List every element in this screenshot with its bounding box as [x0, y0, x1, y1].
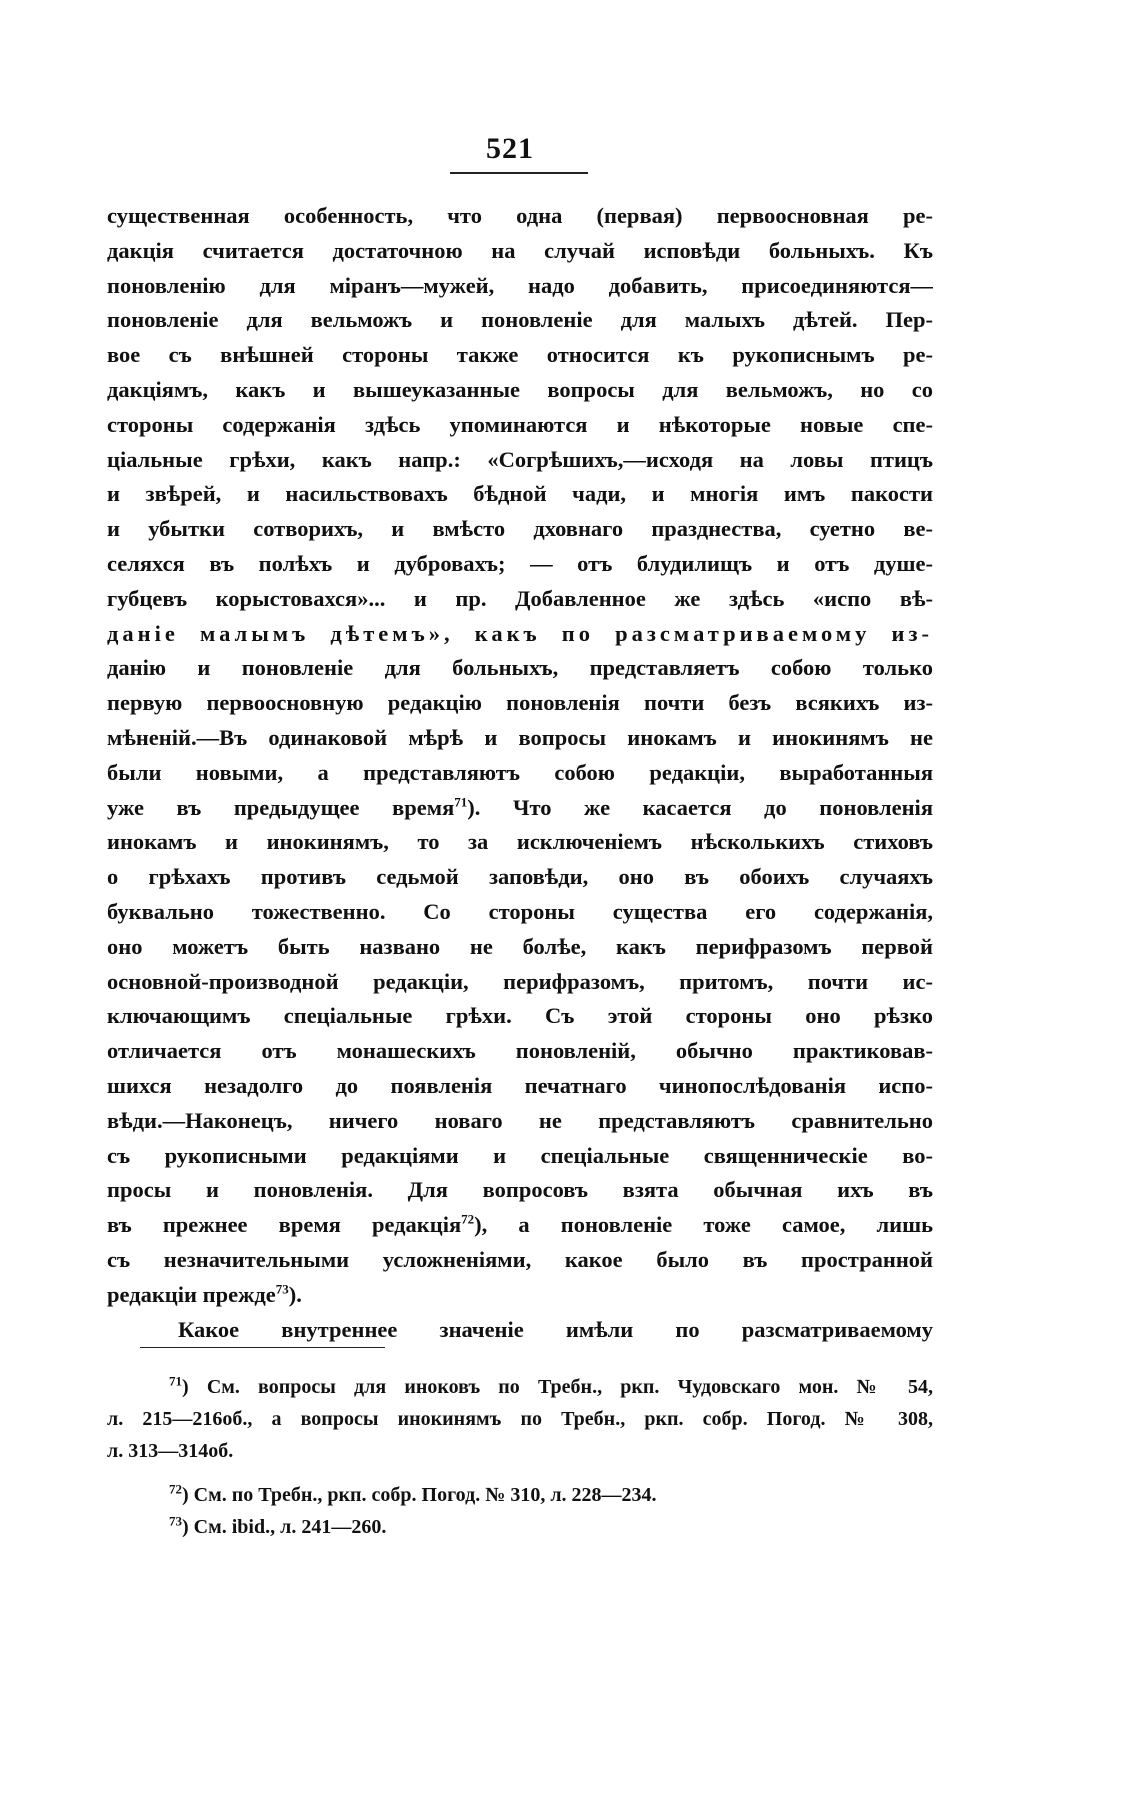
text-line-with-footnote-ref [107, 791, 933, 826]
footnote-marker: 71 [169, 1373, 182, 1389]
text-line: существенная особенность, что одна (первая) первоосновная ре- [107, 203, 933, 228]
text-line: данію и поновленіе для больныхъ, представляетъ собою только [107, 655, 933, 681]
text-line: шихся незадолго до появленія печатнаго чинопослѣдованія испо- [107, 1072, 933, 1098]
text-segment: уже въ предыдущее время [107, 794, 455, 820]
page-number: 521 [486, 132, 534, 165]
footnote-text-line: л. 215—216об., а вопросы инокинямъ по Требн., ркп. собр. Погод. № 308, [107, 1408, 933, 1430]
text-line: поновленію для міранъ—мужей, надо добавить, присоединяются— [107, 272, 933, 298]
text-segment: ), а поновленіе тоже самое, лишь [474, 1212, 933, 1238]
text-line: дакціямъ, какъ и вышеуказанные вопросы для вельможъ, но со [107, 376, 933, 402]
text-line: первую первоосновную редакцію поновленія почти безъ всякихъ из- [107, 690, 933, 716]
text-line: отличается отъ монашескихъ поновленій, обычно практиковав- [107, 1038, 933, 1064]
text-segment: редакціи прежде [107, 1281, 276, 1307]
text-line: губцевъ корыстовахся»... и пр. Добавленное же здѣсь «испо вѣ- [107, 585, 933, 611]
footnote-text: См. вопросы для иноковъ по Требн., ркп. Чудовскаго мон. № 54, [206, 1376, 933, 1398]
text-segment: ). Что же касается до поновленія [467, 794, 933, 820]
footnotes [107, 1371, 933, 1543]
footnote-ref[interactable]: 72 [461, 1211, 475, 1227]
footnote-ref[interactable]: 71 [454, 794, 468, 810]
footnote-73: $^{73}$) См. ibid., л. 241—260. [169, 1513, 387, 1538]
text-line-with-footnote-ref [107, 1208, 933, 1243]
page-number-rule [450, 172, 588, 174]
text-line: стороны содержанія здѣсь упоминаются и нѣкоторые новые спе- [107, 411, 933, 437]
footnote-marker: 72 [169, 1481, 182, 1497]
text-line: дакція считается достаточною на случай исповѣди больныхъ. Къ [107, 237, 933, 263]
text-line: были новыми, а представляютъ собою редакціи, выработанныя [107, 759, 933, 785]
text-line: вое съ внѣшней стороны также относится къ рукописнымъ ре- [107, 342, 933, 368]
text-line-with-footnote-ref [107, 1278, 933, 1313]
text-line: ключающимъ спеціальные грѣхи. Съ этой стороны оно рѣзко [107, 1003, 933, 1029]
text-segment: ). [288, 1281, 302, 1307]
footnote-separator [140, 1347, 385, 1348]
text-line: съ рукописными редакціями и спеціальные священническіе во- [107, 1142, 933, 1168]
text-line: ціальные грѣхи, какъ напр.: «Согрѣшихъ,—исходя на ловы птицъ [107, 446, 933, 472]
footnote-ref[interactable]: 73 [275, 1281, 289, 1297]
footnote-text-line: л. 313—314об. [107, 1440, 234, 1462]
footnote-marker: 73 [169, 1513, 182, 1529]
text-line: и убытки сотворихъ, и вмѣсто дховнаго празднества, суетно ве- [107, 516, 933, 542]
footnote-72: $^{72}$) См. по Требн., ркп. собр. Погод. № 310, л. 228—234. [169, 1481, 657, 1506]
body-text [107, 199, 933, 1347]
text-line: основной-производной редакціи, перифразомъ, притомъ, почти ис- [107, 968, 933, 994]
text-line: поновленіе для вельможъ и поновленіе для малыхъ дѣтей. Пер- [107, 307, 933, 333]
text-line: мѣненій.—Въ одинаковой мѣрѣ и вопросы инокамъ и инокинямъ не [107, 724, 933, 750]
text-line: селяхся въ полѣхъ и дубровахъ; — отъ блудилищъ и отъ душе- [107, 550, 933, 576]
footnote-text: См. по Требн., ркп. собр. Погод. № 310, л. 228—234. [193, 1484, 657, 1506]
text-segment: въ прежнее время редакція [107, 1212, 462, 1238]
text-line: вѣди.—Наконецъ, ничего новаго не представляютъ сравнительно [107, 1107, 933, 1133]
footnote-71: $^{71}$) См. вопросы для иноковъ по Требн., ркп. Чудовскаго мон. № 54, [169, 1373, 933, 1398]
text-line: буквально тожественно. Со стороны существа его содержанія, [107, 898, 933, 924]
text-line: инокамъ и инокинямъ, то за исключеніемъ нѣсколькихъ стиховъ [107, 829, 933, 855]
text-line: и звѣрей, и насильствовахъ бѣдной чади, и многія имъ пакости [107, 481, 933, 507]
text-line: просы и поновленія. Для вопросовъ взята обычная ихъ въ [107, 1177, 933, 1203]
text-line: оно можетъ быть названо не болѣе, какъ перифразомъ первой [107, 933, 933, 959]
paragraph-first-line: Какое внутреннее значеніе имѣли по разсматриваемому [178, 1316, 933, 1342]
text-line: о грѣхахъ противъ седьмой заповѣди, оно въ обоихъ случаяхъ [107, 864, 933, 890]
text-line: съ незначительными усложненіями, какое было въ пространной [107, 1246, 933, 1272]
footnote-text: См. ibid., л. 241—260. [193, 1516, 387, 1538]
text-line: даніе малымъ дѣтемъ», какъ по разсматриваемому из- [107, 620, 933, 646]
